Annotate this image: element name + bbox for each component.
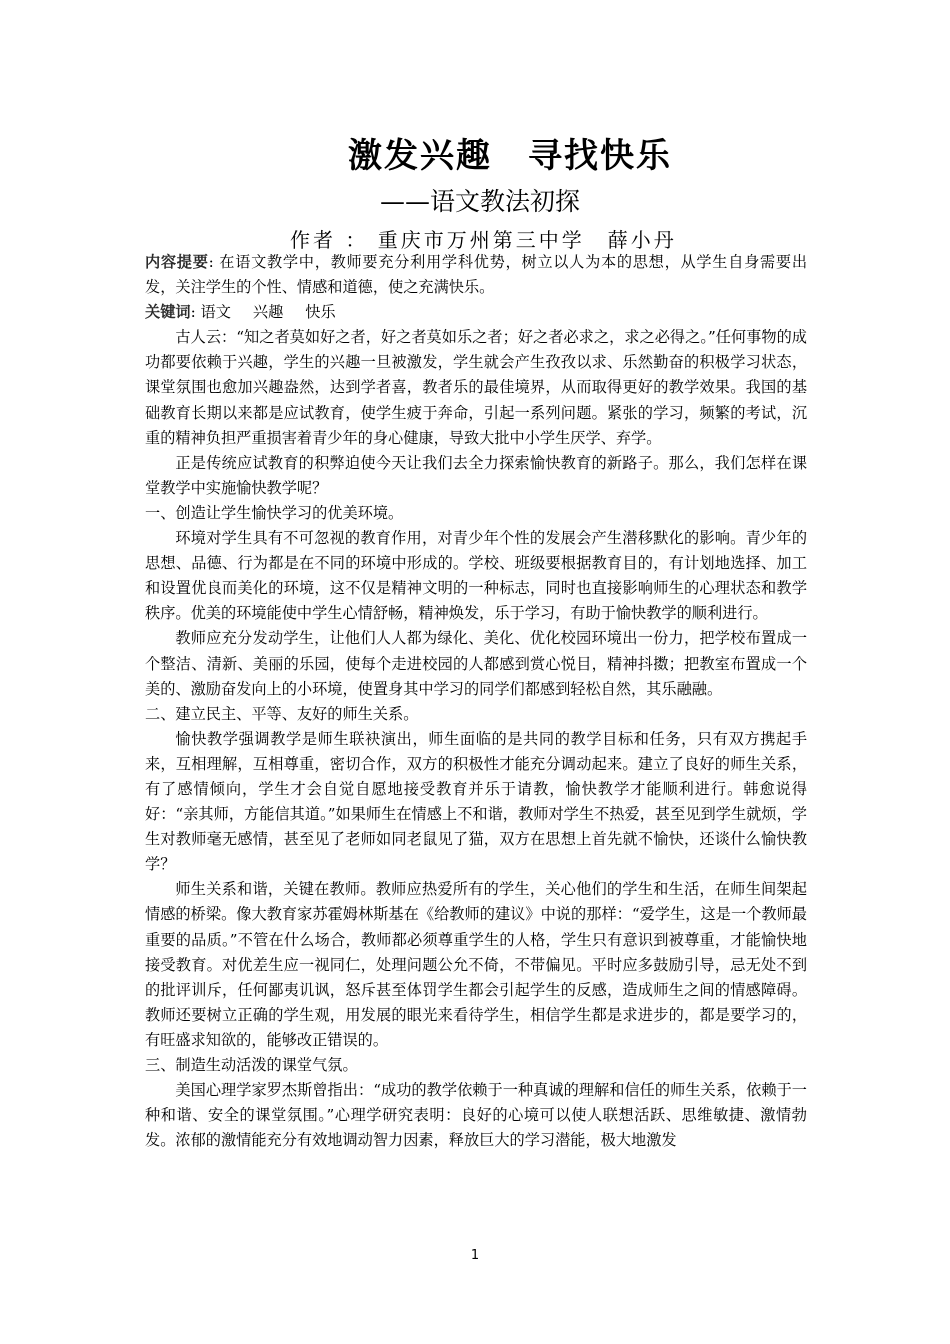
document-body [145, 250, 807, 1153]
paragraph: 美国心理学家罗杰斯曾指出：“成功的教学依赖于一种真诚的理解和信任的师生关系，依赖于一种和谐、安全的课堂氛围。”心理学研究表明：良好的心境可以使人联想活跃、思维敏捷、激情勃发。浓郁的激情能充分有效地调动智力因素，释放巨大的学习潜能，极大地激发 [145, 1081, 807, 1150]
abstract-label: 内容提要 [145, 253, 209, 271]
keyword: 快乐 [305, 303, 336, 322]
paragraph: 环境对学生具有不可忽视的教育作用，对青少年个性的发展会产生潜移默化的影响。青少年的思想、品德、行为都是在不同的环境中形成的。学校、班级要根据教育目的，有计划地选择、加工和设置优良而美化的环境，这不仅是精神文明的一种标志，同时也直接影响师生的心理状态和教学秩序。优美的环境能使中学生心情舒畅，精神焕发，乐于学习，有助于愉快教学的顺利进行。 [145, 529, 807, 623]
keywords [145, 300, 807, 325]
section-heading: 一、创造让学生愉快学习的优美环境。 [145, 503, 404, 522]
document-subtitle: ——语文教法初探 [380, 187, 581, 216]
abstract [145, 250, 807, 300]
paragraph: 教师应充分发动学生，让他们人人都为绿化、美化、优化校园环境出一份力，把学校布置成一个整洁、清新、美丽的乐园，使每个走进校园的人都感到赏心悦目，精神抖擞；把教室布置成一个美的、激励奋发向上的小环境，使置身其中学习的同学们都感到轻松自然，其乐融融。 [145, 629, 807, 698]
document-title: 激发兴趣 寻找快乐 [348, 136, 672, 176]
page-number: 1 [470, 1248, 480, 1263]
section-heading: 二、建立民主、平等、友好的师生关系。 [145, 704, 419, 723]
keyword: 兴趣 [252, 303, 284, 322]
section-heading: 三、制造生动活泼的课堂气氛。 [145, 1056, 358, 1074]
paragraph: 愉快教学强调教学是师生联袂演出，师生面临的是共同的教学目标和任务，只有双方携起手来，互相理解，互相尊重，密切合作，双方的积极性才能充分调动起来。建立了良好的师生关系，有了感情倾向，学生才会自觉自愿地接受教育并乐于请教，愉快教学才能顺利进行。韩愈说得好：“亲其师，方能信其道。”如果师生在情感上不和谐，教师对学生不热爱，甚至见到学生就烦，学生对教师毫无感情，甚至见了老师如同老鼠见了猫，双方在思想上首先就不愉快，还谈什么愉快教学？ [145, 729, 807, 874]
paragraph: 师生关系和谐，关键在教师。教师应热爱所有的学生，关心他们的学生和生活，在师生间架起情感的桥梁。像大教育家苏霍姆林斯基在《给教师的建议》中说的那样：“爱学生，这是一个教师最重要的品质。”不管在什么场合，教师都必须尊重学生的人格，学生只有意识到被尊重，才能愉快地接受教育。对优差生应一视同仁，处理问题公允不倚，不带偏见。平时应多鼓励引导，忌无处不到的批评训斥，任何鄙夷讥讽，怒斥甚至体罚学生都会引起学生的反感，造成师生之间的情感障碍。教师还要树立正确的学生观，用发展的眼光来看待学生，相信学生都是求进步的，都是要学习的，有旺盛求知欲的，能够改正错误的。 [145, 880, 807, 1049]
abstract-text: : 在语文教学中，教师要充分利用学科优势，树立以人为本的思想，从学生自身需要出发，关注学生的个性、情感和道德，使之充满快乐。 [145, 253, 808, 297]
keyword: : 语文 [190, 303, 231, 322]
keywords-label: 关键词 [145, 303, 191, 322]
paragraph: 古人云：“知之者莫如好之者，好之者莫如乐之者；好之者必求之，求之必得之。”任何事物的成功都要依赖于兴趣，学生的兴趣一旦被激发，学生就会产生孜孜以求、乐然勤奋的积极学习状态，课堂氛围也愈加兴趣盎然，达到学者喜，教者乐的最佳境界，从而取得更好的教学效果。我国的基础教育长期以来都是应试教育，使学生疲于奔命，引起一系列问题。紧张的学习，频繁的考试，沉重的精神负担严重损害着青少年的身心健康，导致大批中小学生厌学、弃学。 [145, 328, 807, 447]
author-line: 作者 ： 重庆市万州第三中学 薛小丹 [290, 228, 677, 252]
paragraph: 正是传统应试教育的积弊迫使今天让我们去全力探索愉快教育的新路子。那么，我们怎样在课堂教学中实施愉快教学呢？ [145, 453, 807, 497]
